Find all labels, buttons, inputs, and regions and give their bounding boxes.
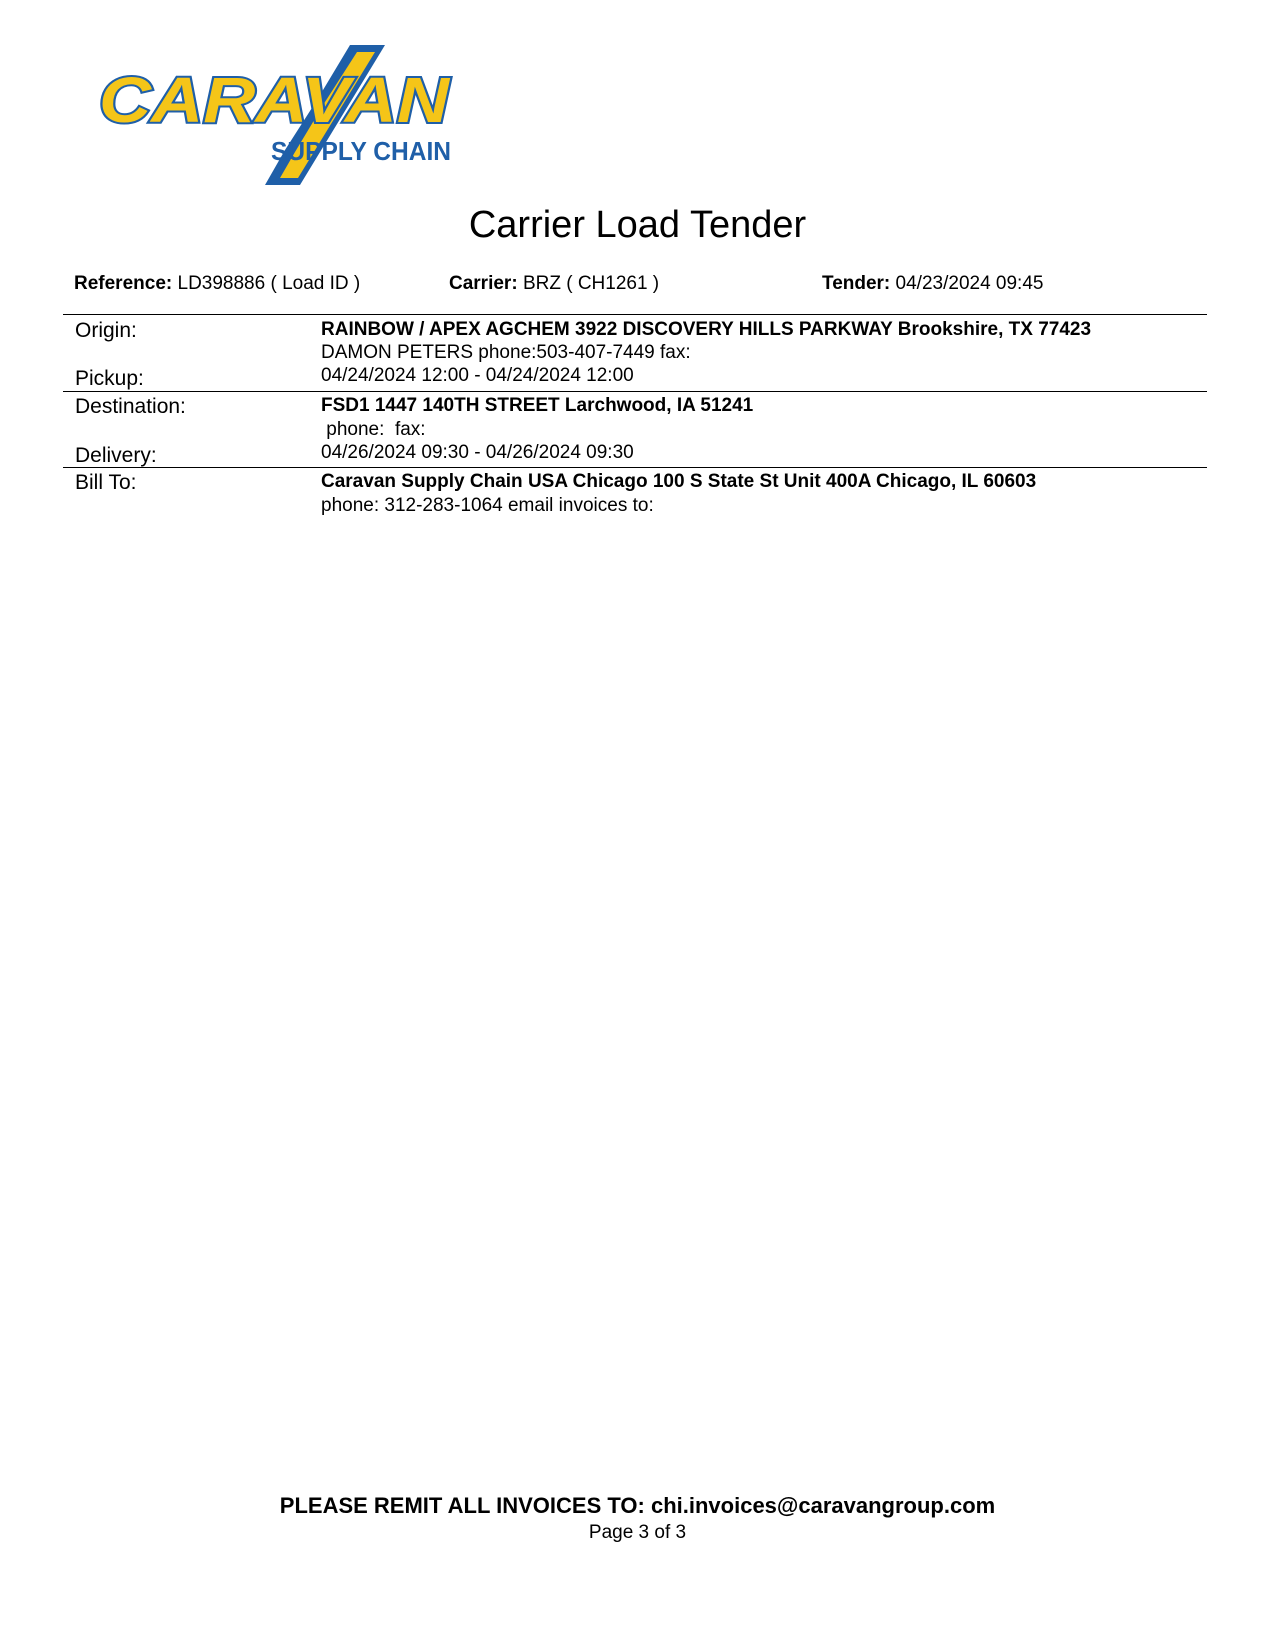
origin-contact: DAMON PETERS phone:503-407-7449 fax: [321, 342, 691, 363]
tender-value: 04/23/2024 09:45 [895, 273, 1044, 294]
tender-field [822, 272, 1043, 296]
logo-tagline: SUPPLY CHAIN [271, 136, 451, 166]
carrier-label: Carrier: [449, 273, 518, 294]
reference-label: Reference: [74, 273, 173, 294]
caravan-logo [95, 40, 480, 190]
destination-address: FSD1 1447 140TH STREET Larchwood, IA 51241 [321, 395, 754, 416]
tender-label: Tender: [822, 273, 891, 294]
divider-destination [63, 391, 1207, 392]
reference-value: LD398886 ( Load ID ) [177, 273, 361, 294]
carrier-field [449, 272, 659, 296]
origin-label: Origin: [75, 319, 137, 342]
reference-field [74, 272, 360, 296]
carrier-value: BRZ ( CH1261 ) [522, 273, 660, 294]
page-title: Carrier Load Tender [468, 204, 807, 246]
delivery-label: Delivery: [75, 444, 157, 467]
destination-contact: phone: fax: [321, 419, 426, 440]
divider-bill-to [63, 467, 1207, 468]
bill-to-address: Caravan Supply Chain USA Chicago 100 S State St Unit 400A Chicago, IL 60603 [321, 471, 1037, 492]
pickup-window: 04/24/2024 12:00 - 04/24/2024 12:00 [321, 365, 634, 386]
delivery-window: 04/26/2024 09:30 - 04/26/2024 09:30 [321, 442, 634, 463]
remit-notice: PLEASE REMIT ALL INVOICES TO: chi.invoices@caravangroup.com [279, 1493, 996, 1518]
page-number: Page 3 of 3 [588, 1522, 687, 1543]
divider-origin [63, 314, 1207, 315]
bill-to-contact: phone: 312-283-1064 email invoices to: [321, 495, 654, 516]
destination-label: Destination: [75, 395, 186, 418]
pickup-label: Pickup: [75, 367, 144, 390]
logo-wordmark: CARAVAN [99, 64, 452, 136]
origin-address: RAINBOW / APEX AGCHEM 3922 DISCOVERY HILLS PARKWAY Brookshire, TX 77423 [321, 319, 1092, 340]
bill-to-label: Bill To: [75, 471, 137, 494]
